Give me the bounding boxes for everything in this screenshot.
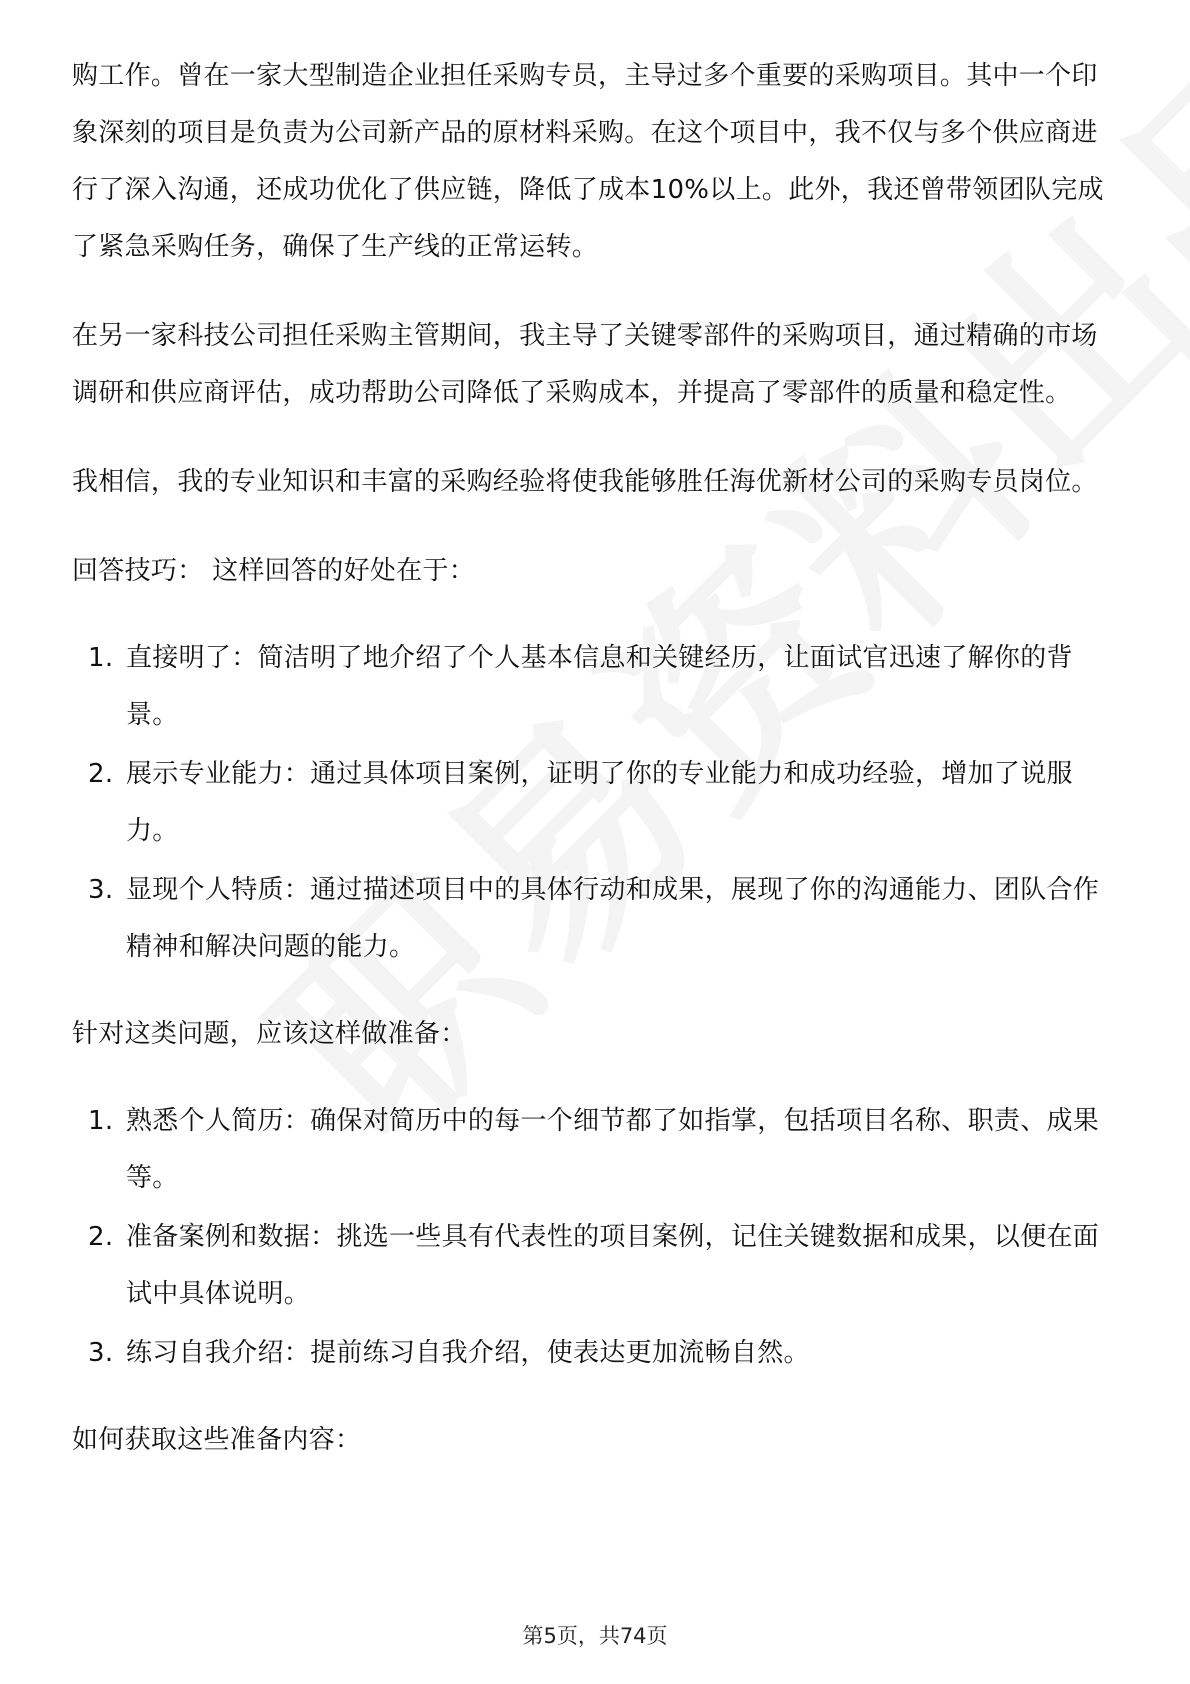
list-item	[72, 1209, 1122, 1323]
heading-preparation: 针对这类问题，应该这样做准备：	[72, 1019, 467, 1049]
paragraph-conclusion: 我相信，我的专业知识和丰富的采购经验将使我能够胜任海优新材公司的采购专员岗位。	[72, 467, 1098, 497]
paragraph-experience-tech: 在另一家科技公司担任采购主管期间，我主导了关键零部件的采购项目，通过精确的市场调研和供应商评估，成功帮助公司降低了采购成本，并提高了零部件的质量和稳定性。	[72, 321, 1098, 408]
list-item	[72, 862, 1122, 976]
list-item-text: 显现个人特质：通过描述项目中的具体行动和成果，展现了你的沟通能力、团队合作精神和解决问题的能力。	[126, 875, 1100, 962]
list-item-number: 3.	[88, 1338, 114, 1368]
list-item-number: 2.	[88, 759, 114, 789]
list-item-text: 直接明了：简洁明了地介绍了个人基本信息和关键经历，让面试官迅速了解你的背景。	[126, 643, 1073, 730]
heading-answer-tips: 回答技巧： 这样回答的好处在于：	[72, 556, 476, 586]
paragraph-experience-manufacturing: 购工作。曾在一家大型制造企业担任采购专员，主导过多个重要的采购项目。其中一个印象深刻的项目是负责为公司新产品的原材料采购。在这个项目中，我不仅与多个供应商进行了深入沟通，还成功优化了供应链，降低了成本10%以上。此外，我还曾带领团队完成了紧急采购任务，确保了生产线的正常运转。	[72, 61, 1104, 262]
list-item	[72, 1325, 1122, 1382]
list-item-number: 2.	[88, 1222, 114, 1252]
list-item	[72, 1093, 1122, 1207]
list-item-text: 练习自我介绍：提前练习自我介绍，使表达更加流畅自然。	[126, 1338, 810, 1368]
heading-how-to-obtain: 如何获取这些准备内容：	[72, 1425, 362, 1455]
list-item-number: 1.	[88, 643, 114, 673]
page-number: 第5页，共74页	[522, 1624, 668, 1648]
list-answer-tips	[72, 630, 1122, 976]
list-item	[72, 746, 1122, 860]
document-body	[72, 48, 1122, 1501]
list-preparation	[72, 1093, 1122, 1382]
list-item-text: 准备案例和数据：挑选一些具有代表性的项目案例，记住关键数据和成果，以便在面试中具体说明。	[126, 1222, 1100, 1309]
list-item-number: 3.	[88, 875, 114, 905]
list-item-number: 1.	[88, 1106, 114, 1136]
list-item-text: 展示专业能力：通过具体项目案例，证明了你的专业能力和成功经验，增加了说服力。	[126, 759, 1073, 846]
list-item	[72, 630, 1122, 744]
list-item-text: 熟悉个人简历：确保对简历中的每一个细节都了如指掌，包括项目名称、职责、成果等。	[126, 1106, 1100, 1193]
